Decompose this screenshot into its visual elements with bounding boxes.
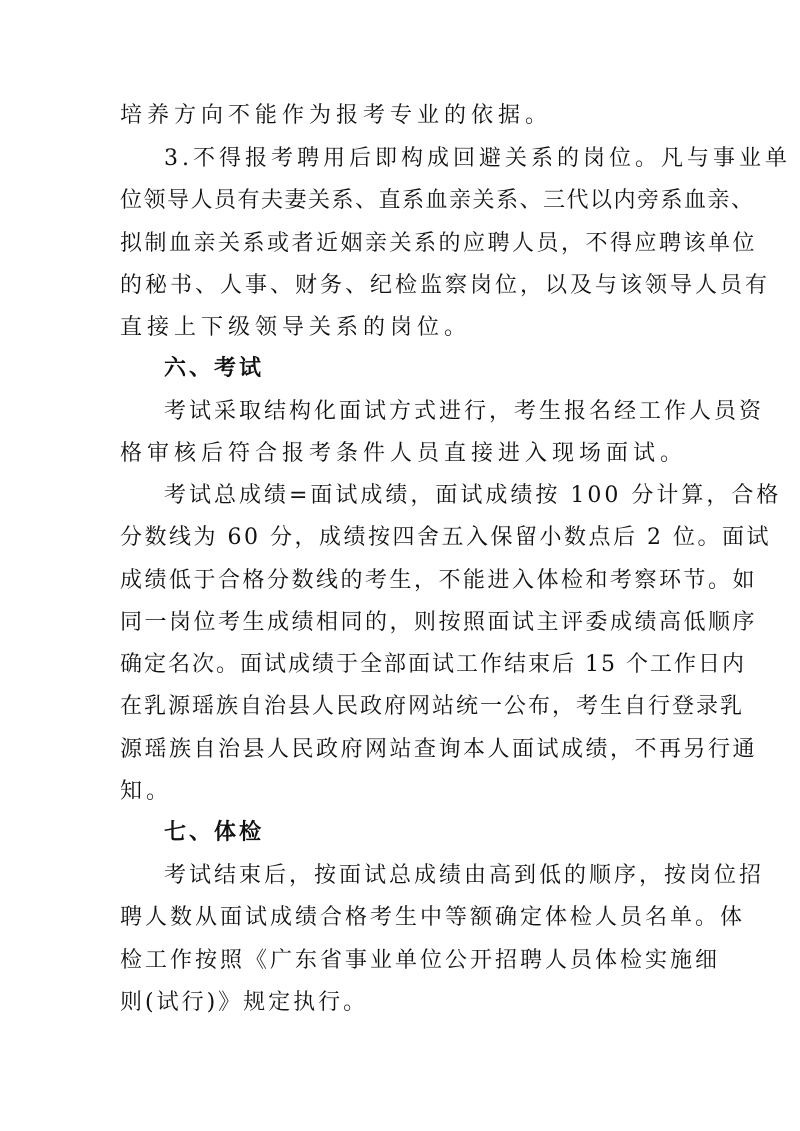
paragraph-line: 位领导人员有夫妻关系、直系血亲关系、三代以内旁系血亲、 <box>120 188 755 213</box>
paragraph-line: 格审核后符合报考条件人员直接进入现场面试。 <box>120 441 688 466</box>
paragraph-line: 知。 <box>120 779 173 804</box>
paragraph-line: 的秘书、人事、财务、纪检监察岗位，以及与该领导人员有 <box>120 273 771 298</box>
paragraph-line: 考试采取结构化面试方式进行，考生报名经工作人员资 <box>164 399 765 424</box>
section-heading-exam: 六、考试 <box>164 356 265 381</box>
paragraph-line: 同一岗位考生成绩相同的，则按照面试主评委成绩高低顺序 <box>120 610 758 635</box>
paragraph-line: 分数线为 60 分，成绩按四舍五入保留小数点后 2 位。面试 <box>120 525 771 550</box>
paragraph-line: 考试结束后，按面试总成绩由高到低的顺序，按岗位招 <box>164 863 765 888</box>
paragraph-line: 聘人数从面试成绩合格考生中等额确定体检人员名单。体 <box>120 905 746 930</box>
paragraph-line: 源瑶族自治县人民政府网站查询本人面试成绩，不再另行通 <box>120 737 758 762</box>
paragraph-line: 则(试行)》规定执行。 <box>120 990 369 1015</box>
paragraph-line: 培养方向不能作为报考专业的依据。 <box>120 103 553 128</box>
paragraph-line: 3.不得报考聘用后即构成回避关系的岗位。凡与事业单 <box>164 146 791 171</box>
section-heading-physical-exam: 七、体检 <box>164 820 265 845</box>
paragraph-line: 在乳源瑶族自治县人民政府网站统一公布，考生自行登录乳 <box>120 694 745 719</box>
paragraph-line: 确定名次。面试成绩于全部面试工作结束后 15 个工作日内 <box>120 652 746 677</box>
paragraph-line: 检工作按照《广东省事业单位公开招聘人员体检实施细 <box>120 948 721 973</box>
paragraph-line: 直接上下级领导关系的岗位。 <box>120 315 472 340</box>
paragraph-line: 成绩低于合格分数线的考生，不能进入体检和考察环节。如 <box>120 568 758 593</box>
paragraph-line: 拟制血亲关系或者近姻亲关系的应聘人员，不得应聘该单位 <box>120 231 758 256</box>
paragraph-line: 考试总成绩=面试成绩，面试成绩按 100 分计算，合格 <box>164 483 782 508</box>
